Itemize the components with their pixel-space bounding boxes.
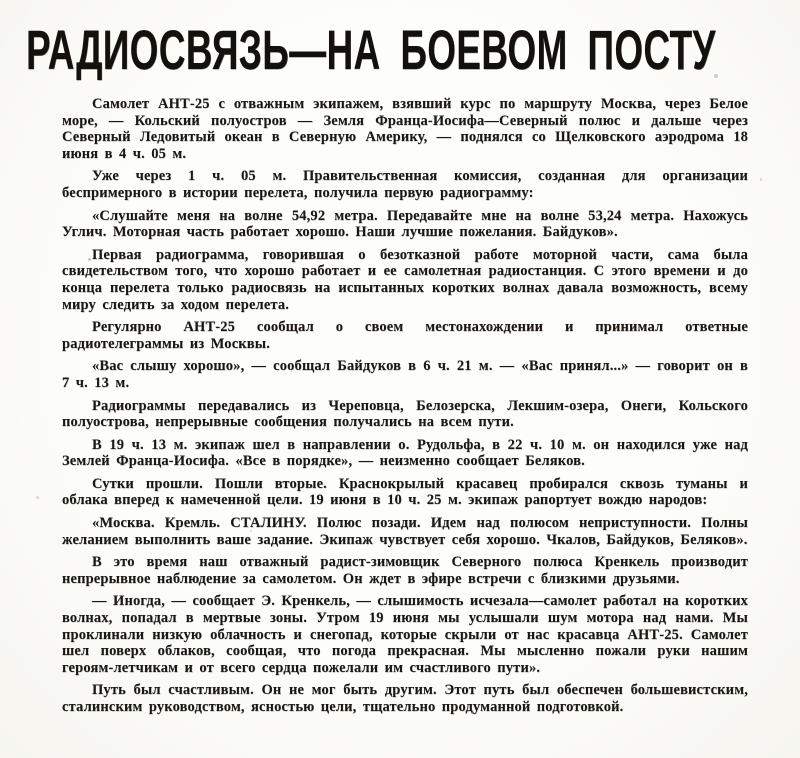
scan-speck <box>36 496 39 499</box>
paragraph-radiogram-uglich: «Слушайте меня на волне 54,92 метра. Передавайте мне на волне 53,24 метра. Нахожусь Углич. Моторная часть работает хорошо. Наши лучшие пожелания. Байдуков». <box>62 207 748 241</box>
paragraph-report-to-stalin: «Москва. Кремль. СТАЛИНУ. Полюс позади. Идем над полюсом неприступности. Полны желанием выполнить ваше задание. Экипаж чувствует себя хорошо. Чкалов, Байдуков, Беляков». <box>62 515 748 548</box>
scan-speck <box>88 258 91 261</box>
paragraph-first-radiogram-intro: Уже через 1 ч. 05 м. Правительственная комиссия, созданная для организации беспримерного в истории перелета, получила первую радиограмму: <box>62 168 748 201</box>
paragraph-second-day: Сутки прошли. Пошли вторые. Краснокрылый красавец пробирался сквозь туманы и облака вперед к намеченной цели. 19 июня в 10 ч. 25 м. экипаж рапортует вождю народов: <box>62 475 748 509</box>
paragraph-radio-reliability: Первая радиограмма, говорившая о безотказной работе моторной части, сама была свидетельством того, что хорошо работает и ее самолетная радиостанция. С этого времени и до конца перелета только радиосвязь на испытанных коротких волнах давала возможность, всему миру следить за ходом перелета. <box>62 246 748 313</box>
scan-speck <box>250 530 252 532</box>
paragraph-krenkel-watch: В это время наш отважный радист-зимовщик Северного полюса Кренкель производит непрерывное наблюдение за самолетом. Он ждет в эфире встречи с близкими друзьями. <box>62 554 748 587</box>
paragraph-relay-stations: Радиограммы передавались из Череповца, Белозерска, Лекшим-озера, Онеги, Кольского полуострова, непрерывные сообщения получались на всем пути. <box>62 397 748 431</box>
paragraph-rudolf-island: В 19 ч. 13 м. экипаж шел в направлении о. Рудольфа, в 22 ч. 10 м. он находился уже над Землей Франца-Иосифа. «Все в порядке», — неизменно сообщает Беляков. <box>62 436 748 470</box>
paragraph-krenkel-account: — Иногда, — сообщает Э. Кренкель, — слышимость исчезала—самолет работал на коротких волнах, попадал в мертвые зоны. Утром 19 июня мы услышали шум мотора над нами. Мы проклинали низкую облачность и снегопад, которые скрыли от нас красавца АНТ-25. Самолет шел поверх облаков, сообщая, что погода прекрасная. Мы мысленно пожали руки нашим героям-летчикам и от всего сердца пожелали им счастливого пути». <box>62 593 748 676</box>
scan-speck <box>760 178 762 181</box>
paragraph-baidukov-quotes: «Вас слышу хорошо», — сообщал Байдуков в 6 ч. 21 м. — «Вас принял...» — говорит он в 7 ч. 13 м. <box>62 358 748 391</box>
paragraph-regular-reports: Регулярно АНТ-25 сообщал о своем местонахождении и принимал ответные радиотелеграммы из Москвы. <box>62 319 748 352</box>
paragraph-conclusion: Путь был счастливым. Он не мог быть другим. Этот путь был обеспечен большевистским, сталинским руководством, ясностью цели, тщательно продуманной подготовкой. <box>62 682 748 715</box>
scan-speck <box>714 74 718 78</box>
document-body <box>62 96 748 722</box>
page-title: РАДИОСВЯЗЬ—НА БОЕВОМ ПОСТУ <box>26 18 716 81</box>
paragraph-flight-start: Самолет АНТ-25 с отважным экипажем, взявший курс по маршруту Москва, через Белое море, — Кольский полуостров — Земля Франца-Иосифа—Северный полюс и дальше через Северный Ледовитый океан в Северную Америку, — поднялся со Щелковского аэродрома 18 июня в 4 ч. 05 м. <box>62 96 748 162</box>
